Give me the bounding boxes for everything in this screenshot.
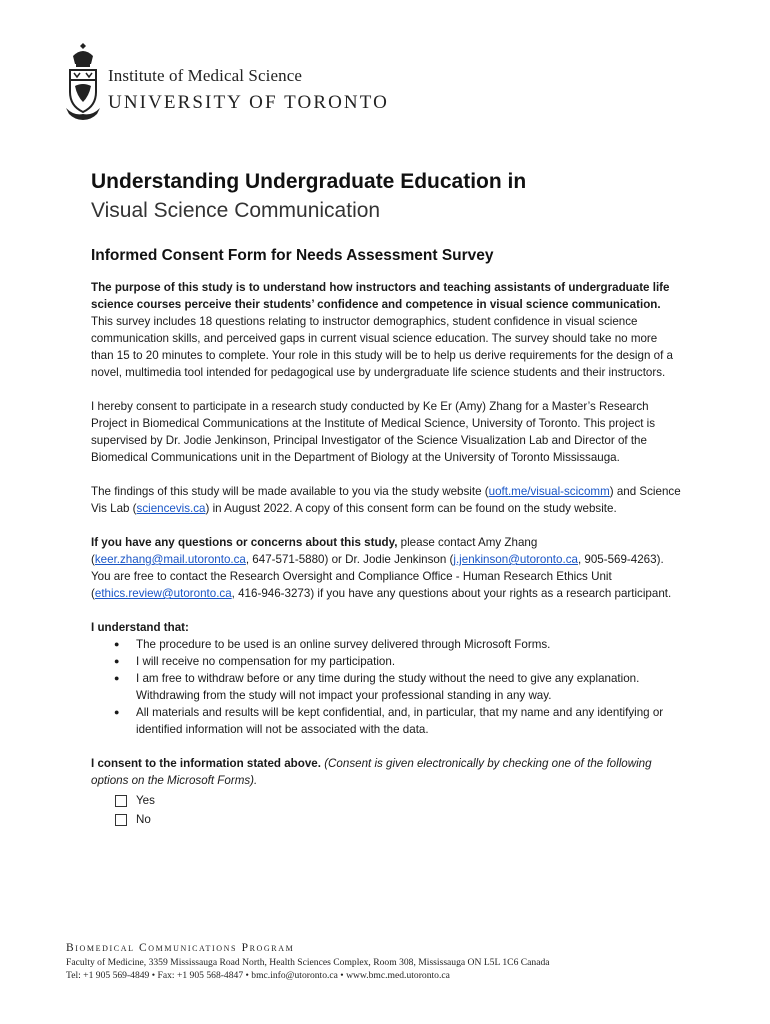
footer-program: Biomedical Communications Program (66, 942, 295, 954)
option-label: No (136, 813, 151, 826)
page-title: Understanding Undergraduate Education in (91, 170, 527, 193)
study-website-link[interactable]: uoft.me/visual-scicomm (488, 485, 610, 498)
list-item: ● All materials and results will be kept confidential, and, in particular, that my name and any identifying or identified information will not be associated with the data. (136, 704, 683, 738)
list-item: ● I am free to withdraw before or any time during the study without the need to give any explanation. Withdrawing from the study will not impact your professional standing in any way. (136, 670, 683, 704)
university-name: UNIVERSITY OF TORONTO (108, 92, 389, 113)
page-subtitle: Visual Science Communication (91, 199, 381, 222)
purpose-paragraph (91, 279, 683, 381)
list-item: ● I will receive no compensation for my participation. (136, 653, 683, 670)
sciencevis-link[interactable]: sciencevis.ca (136, 502, 206, 515)
contact-paragraph (91, 534, 683, 602)
ethics-email-link[interactable]: ethics.review@utoronto.ca (94, 587, 232, 600)
university-logo (64, 42, 444, 122)
contact-text-2: , 647-571-5880) or Dr. Jodie Jenkinson ( (245, 553, 454, 566)
list-item: ● The procedure to be used is an online survey delivered through Microsoft Forms. (136, 636, 683, 653)
findings-text-2: ) and Science Vis Lab ( (91, 485, 681, 515)
option-yes[interactable] (115, 791, 683, 810)
findings-paragraph (91, 483, 683, 517)
contact-text-3: , 905-569-4263). You are free to contact the Research Oversight and Compliance Office - Human Research Ethics Unit ( (91, 553, 664, 600)
consent-statement (91, 755, 683, 789)
findings-text-1: The findings of this study will be made available to you via the study website ( (91, 485, 489, 498)
footer-contact: Tel: +1 905 569-4849 • Fax: +1 905 568-4847 • bmc.info@utoronto.ca • www.bmc.med.utoronto.ca (66, 970, 450, 981)
document-body (91, 168, 683, 829)
option-label: Yes (136, 794, 155, 807)
page-footer (66, 941, 746, 982)
consent-statement-bold: I consent to the information stated above. (91, 757, 321, 770)
option-no[interactable] (115, 810, 683, 829)
jenkinson-email-link[interactable]: j.jenkinson@utoronto.ca (453, 553, 578, 566)
understand-list (91, 636, 683, 738)
institute-name: Institute of Medical Science (108, 66, 302, 85)
university-crest-icon (64, 42, 102, 120)
understand-heading: I understand that: (91, 621, 189, 634)
purpose-bold: The purpose of this study is to understand how instructors and teaching assistants of undergraduate life science courses perceive their students’ confidence and competence in visual science communication. (91, 281, 670, 311)
form-title: Informed Consent Form for Needs Assessment Survey (91, 247, 494, 264)
consent-paragraph: I hereby consent to participate in a research study conducted by Ke Er (Amy) Zhang for a Master’s Research Project in Biomedical Communications at the Institute of Medical Science, University of Toronto. This project is supervised by Dr. Jodie Jenkinson, Principal Investigator of the Science Visualization Lab and Director of the Biomedical Communications unit in the Department of Biology at the University of Toronto Mississauga. (91, 400, 656, 464)
contact-text-4: , 416-946-3273) if you have any questions about your rights as a research participant. (231, 587, 672, 600)
checkbox-icon[interactable] (115, 814, 127, 826)
footer-address: Faculty of Medicine, 3359 Mississauga Road North, Health Sciences Complex, Room 308, Mississauga ON L5L 1C6 Canada (66, 957, 550, 968)
purpose-text: This survey includes 18 questions relating to instructor demographics, student confidence in visual science communication skills, and perceived gaps in current visual science education. The survey should take no more than 15 to 20 minutes to complete. Your role in this study will be to help us derive requirements for the design of a novel, multimedia tool intended for pedagogical use by undergraduate life science students and their instructors. (91, 315, 673, 379)
contact-text-1: please contact Amy Zhang ( (91, 536, 538, 566)
checkbox-icon[interactable] (115, 795, 127, 807)
findings-text-3: ) in August 2022. A copy of this consent form can be found on the study website. (205, 502, 617, 515)
amy-email-link[interactable]: keer.zhang@mail.utoronto.ca (94, 553, 246, 566)
contact-bold: If you have any questions or concerns about this study, (91, 536, 398, 549)
consent-note: (Consent is given electronically by checking one of the following options on the Microsoft Forms). (91, 757, 652, 787)
consent-options (115, 791, 683, 829)
